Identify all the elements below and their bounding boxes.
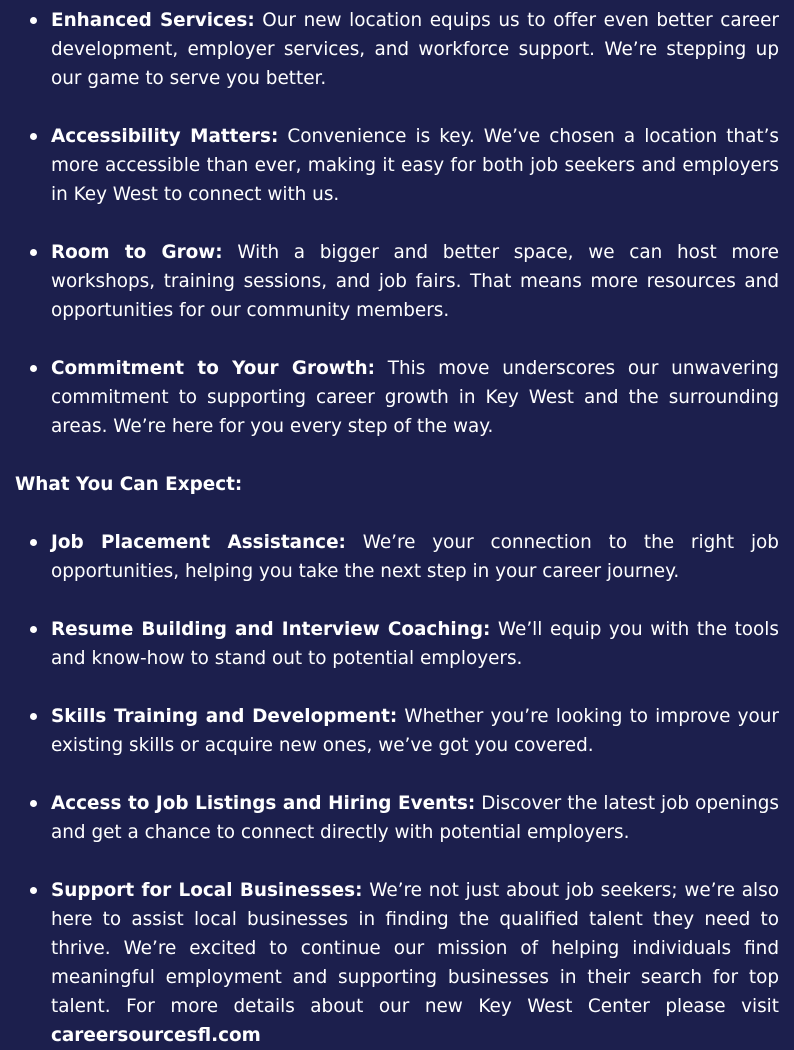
- item-title: Commitment to Your Growth:: [51, 358, 375, 379]
- list-item-job-listings: [15, 789, 779, 847]
- item-body: This move underscores our unwavering commitment to supporting career growth in Key West and the surrounding areas. We’re here for you every step of the way.: [51, 358, 779, 437]
- item-body: Convenience is key. We’ve chosen a location that’s more accessible than ever, making it easy for both job seekers and employers in Key West to connect with us.: [51, 126, 779, 205]
- item-title: Room to Grow:: [51, 242, 223, 263]
- careersource-link[interactable]: careersourcesfl.com: [51, 1025, 261, 1046]
- item-body: Our new location equips us to offer even better career development, employer services, and workforce support. We’re stepping up our game to serve you better.: [51, 10, 779, 89]
- item-body: We’ll equip you with the tools and know-how to stand out to potential employers.: [51, 619, 779, 669]
- item-title: Accessibility Matters:: [51, 126, 279, 147]
- item-body: We’re your connection to the right job opportunities, helping you take the next step in your career journey.: [51, 532, 779, 582]
- list-item-commitment-to-growth: [15, 354, 779, 441]
- item-body: With a bigger and better space, we can host more workshops, training sessions, and job fairs. That means more resources and opportunities for our community members.: [51, 242, 779, 321]
- item-body: Discover the latest job openings and get a chance to connect directly with potential employers.: [51, 793, 780, 843]
- item-title: Resume Building and Interview Coaching:: [51, 619, 491, 640]
- item-title: Job Placement Assistance:: [51, 532, 346, 553]
- list-item-job-placement: [15, 528, 779, 586]
- item-body: Whether you’re looking to improve your existing skills or acquire new ones, we’ve got you covered.: [51, 706, 779, 756]
- list-item-local-businesses: [15, 876, 779, 1050]
- section-heading: What You Can Expect:: [15, 474, 243, 495]
- item-title: Support for Local Businesses:: [51, 880, 363, 901]
- item-title: Enhanced Services:: [51, 10, 255, 31]
- list-item-resume-building: [15, 615, 779, 673]
- list-item-skills-training: [15, 702, 779, 760]
- item-body: We’re not just about job seekers; we’re also here to assist local businesses in finding the qualified talent they need to thrive. We’re excited to continue our mission of helping individuals find meaningful employment and supporting businesses in their search for top talent. For more details about our new Key West Center please visit: [51, 880, 779, 1017]
- list-item-room-to-grow: [15, 238, 779, 325]
- item-title: Skills Training and Development:: [51, 706, 398, 727]
- expectations-list: [15, 528, 779, 1050]
- list-item-enhanced-services: [15, 6, 779, 93]
- item-title: Access to Job Listings and Hiring Events:: [51, 793, 476, 814]
- list-item-accessibility-matters: [15, 122, 779, 209]
- benefits-list: [15, 6, 779, 441]
